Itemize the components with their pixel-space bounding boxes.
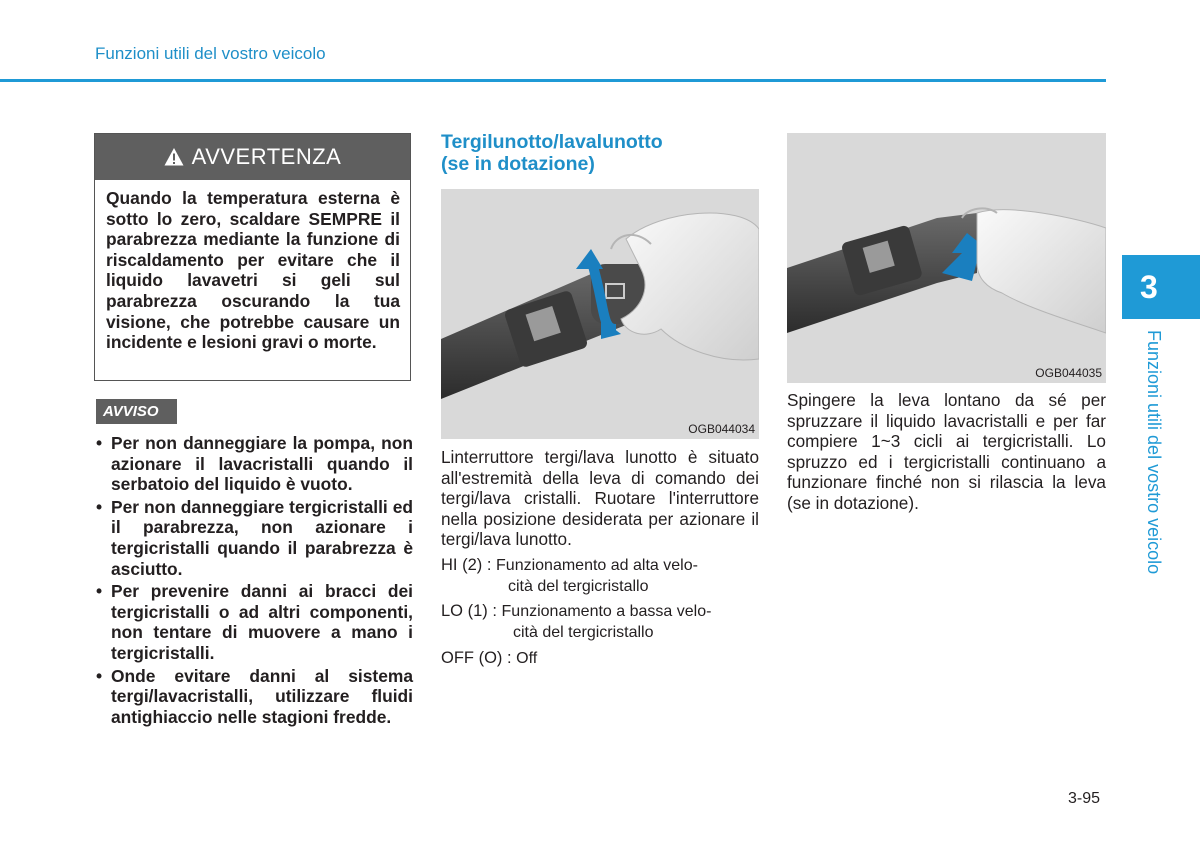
notice-badge: AVVISO bbox=[96, 399, 177, 424]
warning-box bbox=[94, 133, 411, 381]
notice-item: • Per non danneggiare tergicristalli ed il parabrezza, non azionare i tergicristalli quando il parabrezza è asciutto. bbox=[96, 496, 413, 579]
warning-header bbox=[95, 134, 410, 180]
figure-code: OGB044034 bbox=[688, 422, 755, 436]
section-title: Tergilunotto/lavalunotto (se in dotazione) bbox=[441, 131, 663, 175]
figure-rotate-switch bbox=[441, 189, 759, 439]
figure-code: OGB044035 bbox=[1035, 366, 1102, 380]
wiper-lever-illustration bbox=[441, 189, 759, 439]
warning-title: AVVERTENZA bbox=[191, 144, 342, 169]
mode-lo: LO (1) : Funzionamento a bassa velo- cità del tergicristallo bbox=[441, 602, 712, 641]
notice-item: • Onde evitare danni al sistema tergi/lavacristalli, utilizzare fluidi antighiaccio nelle stagioni fredde. bbox=[96, 665, 413, 727]
figure-push-lever bbox=[787, 133, 1106, 383]
mode-hi: HI (2) : Funzionamento ad alta velo- cità del tergicristallo bbox=[441, 556, 698, 595]
mode-off: OFF (O) : Off bbox=[441, 649, 538, 667]
paragraph-rear-wiper: Linterruttore tergi/lava lunotto è situato all'estremità della leva di comando dei tergi/lava cristalli. Ruotare l'interruttore nella posizione desiderata per azionare il tergi/lava lunotto. bbox=[441, 447, 759, 550]
warning-triangle-icon bbox=[164, 147, 184, 167]
notice-list bbox=[94, 433, 413, 729]
running-header: Funzioni utili del vostro veicolo bbox=[95, 44, 326, 63]
notice-item: • Per non danneggiare la pompa, non azionare il lavacristalli quando il serbatoio del liquido è vuoto. bbox=[96, 433, 413, 495]
paragraph-washer: Spingere la leva lontano da sé per spruzzare il liquido lavacristalli e per far compiere 1~3 cicli ai tergicristalli. Lo spruzzo ed i tergicristalli continuano a funzionare finché non si rilascia la leva (se in dotazione). bbox=[787, 390, 1106, 513]
chapter-side-title: Funzioni utili del vostro veicolo bbox=[1144, 330, 1164, 575]
warning-text: Quando la temperatura esterna è sotto lo zero, scaldare SEMPRE il parabrezza mediante la funzione di riscaldamento per evitare che il liquido lavavetri si geli sul parabrezza oscurando la tua visione, che potrebbe causare un incidente e lesioni gravi o morte. bbox=[106, 188, 400, 353]
page-number: 3-95 bbox=[1068, 790, 1101, 807]
notice-item: • Per prevenire danni ai bracci dei tergicristalli o ad altri componenti, non tentare di muovere a mano i tergicristalli. bbox=[96, 581, 413, 663]
chapter-tab: 3 bbox=[1122, 255, 1200, 319]
washer-lever-illustration bbox=[787, 133, 1106, 383]
header-rule bbox=[0, 79, 1106, 82]
